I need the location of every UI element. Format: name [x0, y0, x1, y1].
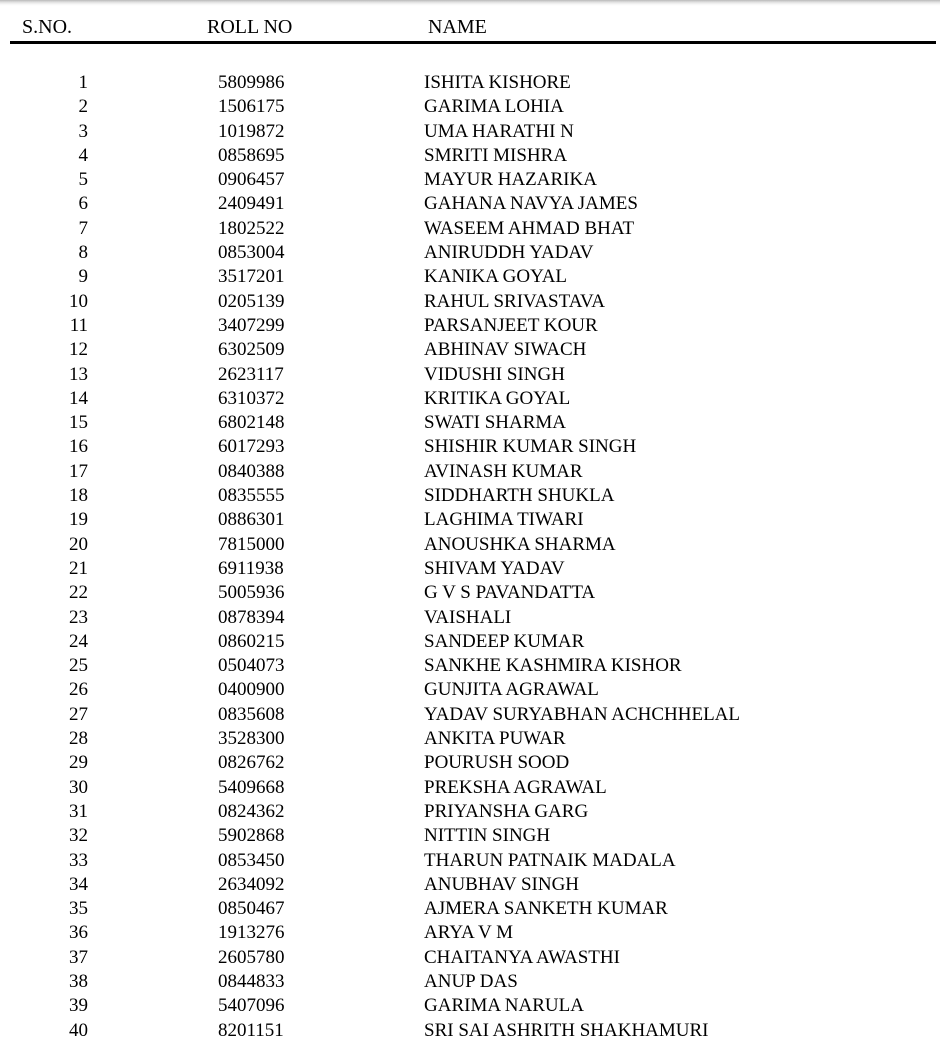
cell-sno: 15	[69, 412, 88, 434]
table-row	[0, 995, 940, 1019]
cell-name: RAHUL SRIVASTAVA	[424, 290, 605, 312]
table-row	[0, 388, 940, 412]
cell-roll-no: 0844833	[218, 970, 285, 992]
cell-sno: 14	[69, 387, 88, 409]
cell-roll-no: 0850467	[218, 898, 285, 920]
cell-roll-no: 0840388	[218, 460, 285, 482]
cell-roll-no: 2409491	[218, 193, 285, 215]
cell-roll-no: 5809986	[218, 72, 285, 93]
cell-name: G V S PAVANDATTA	[424, 582, 596, 604]
cell-name: VAISHALI	[424, 606, 512, 628]
cell-name: ABHINAV SIWACH	[424, 339, 587, 361]
cell-name: THARUN PATNAIK MADALA	[424, 849, 676, 871]
cell-sno: 27	[69, 703, 88, 725]
cell-sno: 1	[78, 72, 88, 93]
cell-roll-no: 0205139	[218, 290, 285, 312]
table-row	[0, 704, 940, 728]
cell-name: ANOUSHKA SHARMA	[424, 533, 616, 555]
table-row	[0, 752, 940, 776]
column-header-sno: S.NO.	[22, 16, 73, 38]
cell-roll-no: 0824362	[218, 800, 285, 822]
table-row	[0, 631, 940, 655]
cell-name: WASEEM AHMAD BHAT	[424, 217, 635, 239]
table-row	[0, 655, 940, 679]
table-row	[0, 145, 940, 169]
cell-name: GARIMA LOHIA	[424, 96, 564, 118]
cell-name: ANIRUDDH YADAV	[424, 242, 594, 264]
column-header-name: NAME	[428, 16, 487, 38]
table-row	[0, 315, 940, 339]
cell-name: PRIYANSHA GARG	[424, 800, 589, 822]
cell-sno: 30	[69, 776, 88, 798]
cell-roll-no: 2623117	[218, 363, 284, 385]
cell-name: ISHITA KISHORE	[424, 72, 571, 93]
cell-name: SANKHE KASHMIRA KISHOR	[424, 655, 682, 677]
table-row	[0, 1020, 940, 1044]
cell-name: KRITIKA GOYAL	[424, 387, 571, 409]
cell-roll-no: 0504073	[218, 655, 285, 677]
cell-sno: 4	[78, 144, 88, 166]
cell-name: SIDDHARTH SHUKLA	[424, 485, 615, 507]
cell-roll-no: 2605780	[218, 946, 285, 968]
table-row	[0, 679, 940, 703]
cell-roll-no: 6017293	[218, 436, 285, 458]
cell-name: SRI SAI ASHRITH SHAKHAMURI	[424, 1019, 709, 1041]
cell-sno: 21	[69, 557, 88, 579]
cell-roll-no: 0826762	[218, 752, 285, 774]
cell-sno: 13	[69, 363, 88, 385]
table-row	[0, 534, 940, 558]
cell-sno: 9	[78, 266, 88, 288]
cell-sno: 16	[69, 436, 88, 458]
cell-sno: 20	[69, 533, 88, 555]
cell-roll-no: 3528300	[218, 728, 285, 750]
cell-roll-no: 7815000	[218, 533, 285, 555]
cell-name: CHAITANYA AWASTHI	[424, 946, 620, 968]
table-row	[0, 971, 940, 995]
table-row	[0, 96, 940, 120]
cell-sno: 2	[78, 96, 88, 118]
cell-roll-no: 2634092	[218, 873, 285, 895]
cell-name: GARIMA NARULA	[424, 995, 584, 1017]
cell-name: VIDUSHI SINGH	[424, 363, 565, 385]
cell-name: SHISHIR KUMAR SINGH	[424, 436, 637, 458]
cell-name: PARSANJEET KOUR	[424, 314, 598, 336]
table-row	[0, 607, 940, 631]
cell-roll-no: 6302509	[218, 339, 285, 361]
cell-sno: 17	[69, 460, 88, 482]
cell-name: PREKSHA AGRAWAL	[424, 776, 607, 798]
cell-sno: 24	[69, 630, 88, 652]
cell-roll-no: 1506175	[218, 96, 285, 118]
cell-sno: 31	[69, 800, 88, 822]
cell-name: MAYUR HAZARIKA	[424, 169, 597, 191]
cell-sno: 22	[69, 582, 88, 604]
cell-sno: 38	[69, 970, 88, 992]
header-rule	[10, 41, 936, 44]
cell-name: SANDEEP KUMAR	[424, 630, 585, 652]
table-row	[0, 436, 940, 460]
table-row	[0, 509, 940, 533]
table-row	[0, 874, 940, 898]
cell-sno: 28	[69, 728, 88, 750]
cell-sno: 39	[69, 995, 88, 1017]
cell-roll-no: 0858695	[218, 144, 285, 166]
table-row	[0, 728, 940, 752]
cell-sno: 3	[78, 120, 88, 142]
cell-roll-no: 0400900	[218, 679, 285, 701]
results-table-body	[0, 72, 940, 1044]
cell-sno: 5	[78, 169, 88, 191]
table-row	[0, 169, 940, 193]
cell-roll-no: 8201151	[218, 1019, 284, 1041]
table-row	[0, 485, 940, 509]
cell-name: ANUBHAV SINGH	[424, 873, 580, 895]
table-row	[0, 121, 940, 145]
cell-sno: 7	[78, 217, 88, 239]
cell-name: GUNJITA AGRAWAL	[424, 679, 599, 701]
cell-name: SMRITI MISHRA	[424, 144, 568, 166]
table-row	[0, 825, 940, 849]
cell-roll-no: 6310372	[218, 387, 285, 409]
cell-name: NITTIN SINGH	[424, 825, 551, 847]
cell-roll-no: 6911938	[218, 557, 284, 579]
cell-roll-no: 1019872	[218, 120, 285, 142]
cell-name: LAGHIMA TIWARI	[424, 509, 584, 531]
cell-sno: 40	[69, 1019, 88, 1041]
cell-sno: 34	[69, 873, 88, 895]
cell-name: AJMERA SANKETH KUMAR	[424, 898, 668, 920]
table-row	[0, 242, 940, 266]
cell-name: KANIKA GOYAL	[424, 266, 568, 288]
cell-sno: 23	[69, 606, 88, 628]
table-row	[0, 461, 940, 485]
cell-sno: 37	[69, 946, 88, 968]
cell-name: SHIVAM YADAV	[424, 557, 565, 579]
table-row	[0, 582, 940, 606]
table-row	[0, 801, 940, 825]
cell-sno: 19	[69, 509, 88, 531]
cell-roll-no: 0835555	[218, 485, 285, 507]
cell-roll-no: 0835608	[218, 703, 285, 725]
cell-roll-no: 0860215	[218, 630, 285, 652]
table-row	[0, 947, 940, 971]
cell-name: SWATI SHARMA	[424, 412, 566, 434]
cell-sno: 26	[69, 679, 88, 701]
cell-roll-no: 5902868	[218, 825, 285, 847]
table-row	[0, 558, 940, 582]
cell-roll-no: 6802148	[218, 412, 285, 434]
table-row	[0, 266, 940, 290]
cell-roll-no: 5409668	[218, 776, 285, 798]
table-row	[0, 777, 940, 801]
cell-roll-no: 0906457	[218, 169, 285, 191]
cell-name: UMA HARATHI N	[424, 120, 574, 142]
cell-roll-no: 1802522	[218, 217, 285, 239]
cell-name: POURUSH SOOD	[424, 752, 570, 774]
cell-sno: 11	[69, 314, 88, 336]
cell-roll-no: 5005936	[218, 582, 285, 604]
cell-name: ANUP DAS	[424, 970, 518, 992]
table-row	[0, 218, 940, 242]
table-row	[0, 898, 940, 922]
column-header-roll-no: ROLL NO	[207, 16, 293, 38]
table-row	[0, 193, 940, 217]
table-row	[0, 291, 940, 315]
cell-name: AVINASH KUMAR	[424, 460, 583, 482]
cell-roll-no: 0853004	[218, 242, 285, 264]
table-row	[0, 339, 940, 363]
cell-sno: 18	[69, 485, 88, 507]
cell-name: YADAV SURYABHAN ACHCHHELAL	[424, 703, 741, 725]
cell-roll-no: 1913276	[218, 922, 285, 944]
cell-name: ARYA V M	[424, 922, 514, 944]
cell-roll-no: 0878394	[218, 606, 285, 628]
cell-sno: 33	[69, 849, 88, 871]
cell-sno: 6	[78, 193, 88, 215]
cell-sno: 12	[69, 339, 88, 361]
cell-roll-no: 0886301	[218, 509, 285, 531]
cell-sno: 8	[78, 242, 88, 264]
cell-name: ANKITA PUWAR	[424, 728, 566, 750]
cell-sno: 36	[69, 922, 88, 944]
cell-roll-no: 0853450	[218, 849, 285, 871]
table-row	[0, 850, 940, 874]
cell-sno: 25	[69, 655, 88, 677]
cell-sno: 10	[69, 290, 88, 312]
page-top-shadow	[0, 0, 940, 6]
table-header	[0, 12, 940, 42]
cell-sno: 32	[69, 825, 88, 847]
cell-roll-no: 5407096	[218, 995, 285, 1017]
table-row	[0, 412, 940, 436]
cell-sno: 35	[69, 898, 88, 920]
cell-name: GAHANA NAVYA JAMES	[424, 193, 638, 215]
cell-sno: 29	[69, 752, 88, 774]
table-row	[0, 72, 940, 96]
cell-roll-no: 3517201	[218, 266, 285, 288]
cell-roll-no: 3407299	[218, 314, 285, 336]
table-row	[0, 922, 940, 946]
table-row	[0, 364, 940, 388]
